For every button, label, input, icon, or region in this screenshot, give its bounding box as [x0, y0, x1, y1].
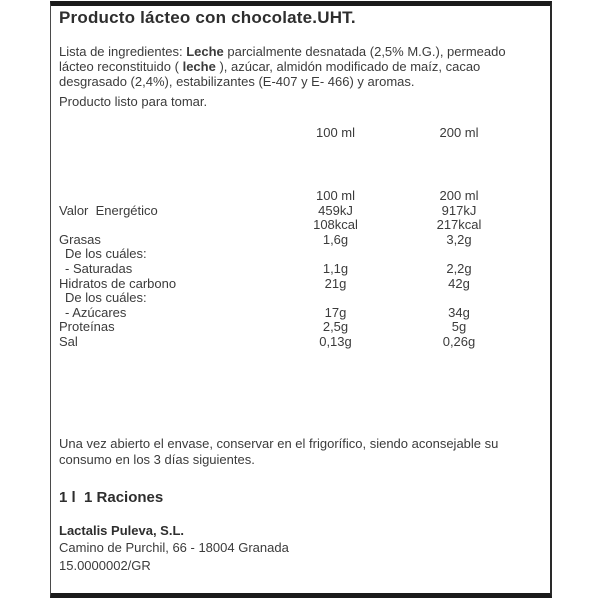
header-spacer	[59, 189, 273, 204]
nutrient-label: - Azúcares	[65, 304, 127, 320]
nutrition-table-header	[51, 189, 550, 204]
value-200ml: 42g	[448, 275, 470, 291]
nutrition-row	[51, 247, 550, 262]
nutrition-row	[51, 204, 550, 219]
ingredient-text-segment: parcialmente desnatada (2,5% M.G.), permeado lácteo reconstituido (	[59, 44, 506, 75]
nutrient-label	[59, 218, 273, 233]
manufacturer-block	[59, 522, 289, 574]
value-100ml: 108kcal	[313, 217, 358, 233]
value-200ml: 0,26g	[442, 333, 476, 349]
value-100ml: 1,6g	[322, 231, 349, 247]
header-100ml: 100 ml	[315, 188, 356, 203]
nutrition-table	[51, 189, 550, 350]
value-200ml: 2,2g	[446, 260, 472, 276]
nutrition-row	[51, 306, 550, 321]
value-200ml: 5g	[451, 319, 467, 335]
value-100ml: 1,1g	[322, 260, 349, 276]
registry-code: 15.0000002/GR	[59, 557, 151, 573]
ingredient-text-segment: Lista de ingredientes:	[59, 44, 187, 59]
product-label-box	[50, 1, 552, 598]
nutrition-rows-container	[51, 204, 550, 350]
value-200ml: 217kcal	[436, 217, 482, 233]
ingredients-text	[59, 44, 511, 90]
nutrition-row	[51, 262, 550, 277]
nutrition-row	[51, 233, 550, 248]
volume-servings: 1 l 1 Raciones	[59, 489, 164, 506]
preheader-spacer	[59, 126, 273, 141]
value-100ml: 0,13g	[319, 333, 352, 349]
nutrient-label: De los cuáles:	[65, 246, 147, 262]
value-100ml	[273, 291, 398, 306]
value-200ml	[398, 247, 520, 262]
serving-size-preheader	[51, 126, 550, 141]
ingredient-emphasis: leche	[182, 59, 216, 75]
nutrition-row	[51, 320, 550, 335]
nutrition-row	[51, 291, 550, 306]
header-200ml: 200 ml	[439, 188, 479, 203]
nutrient-label: - Saturadas	[65, 260, 133, 276]
value-200ml: 34g	[448, 304, 470, 320]
value-200ml: 3,2g	[446, 231, 472, 247]
nutrition-row	[51, 218, 550, 233]
manufacturer-address: Camino de Purchil, 66 - 18004 Granada	[59, 540, 289, 556]
value-100ml: 21g	[324, 275, 347, 291]
nutrient-label: Proteínas	[59, 319, 115, 335]
nutrition-row	[51, 335, 550, 350]
nutrient-label: Grasas	[59, 231, 101, 247]
nutrient-label: Hidratos de carbono	[59, 275, 177, 291]
value-100ml: 2,5g	[322, 319, 349, 335]
value-100ml: 459kJ	[318, 202, 353, 218]
storage-instructions: Una vez abierto el envase, conservar en el frigorífico, siendo aconsejable su consumo en los 3 días siguientes.	[59, 436, 499, 467]
preheader-200ml: 200 ml	[439, 125, 479, 140]
value-100ml: 17g	[324, 304, 347, 320]
ingredient-text-segment: ), azúcar, almidón modificado de maíz, cacao desgrasado (2,4%), estabilizantes (E-407 y E- 466) y aromas.	[59, 59, 481, 90]
nutrition-row	[51, 277, 550, 292]
product-title: Producto lácteo con chocolate.UHT.	[59, 8, 356, 27]
value-100ml	[273, 247, 398, 262]
nutrient-label: Valor Energético	[59, 202, 158, 218]
ready-to-drink-note: Producto listo para tomar.	[59, 94, 208, 109]
value-200ml	[398, 291, 520, 306]
preheader-100ml: 100 ml	[315, 125, 356, 140]
value-200ml: 917kJ	[441, 202, 477, 218]
nutrient-label: Sal	[59, 333, 78, 349]
ingredient-emphasis: Leche	[186, 44, 224, 59]
manufacturer-name: Lactalis Puleva, S.L.	[59, 523, 184, 538]
nutrient-label: De los cuáles:	[65, 290, 147, 306]
